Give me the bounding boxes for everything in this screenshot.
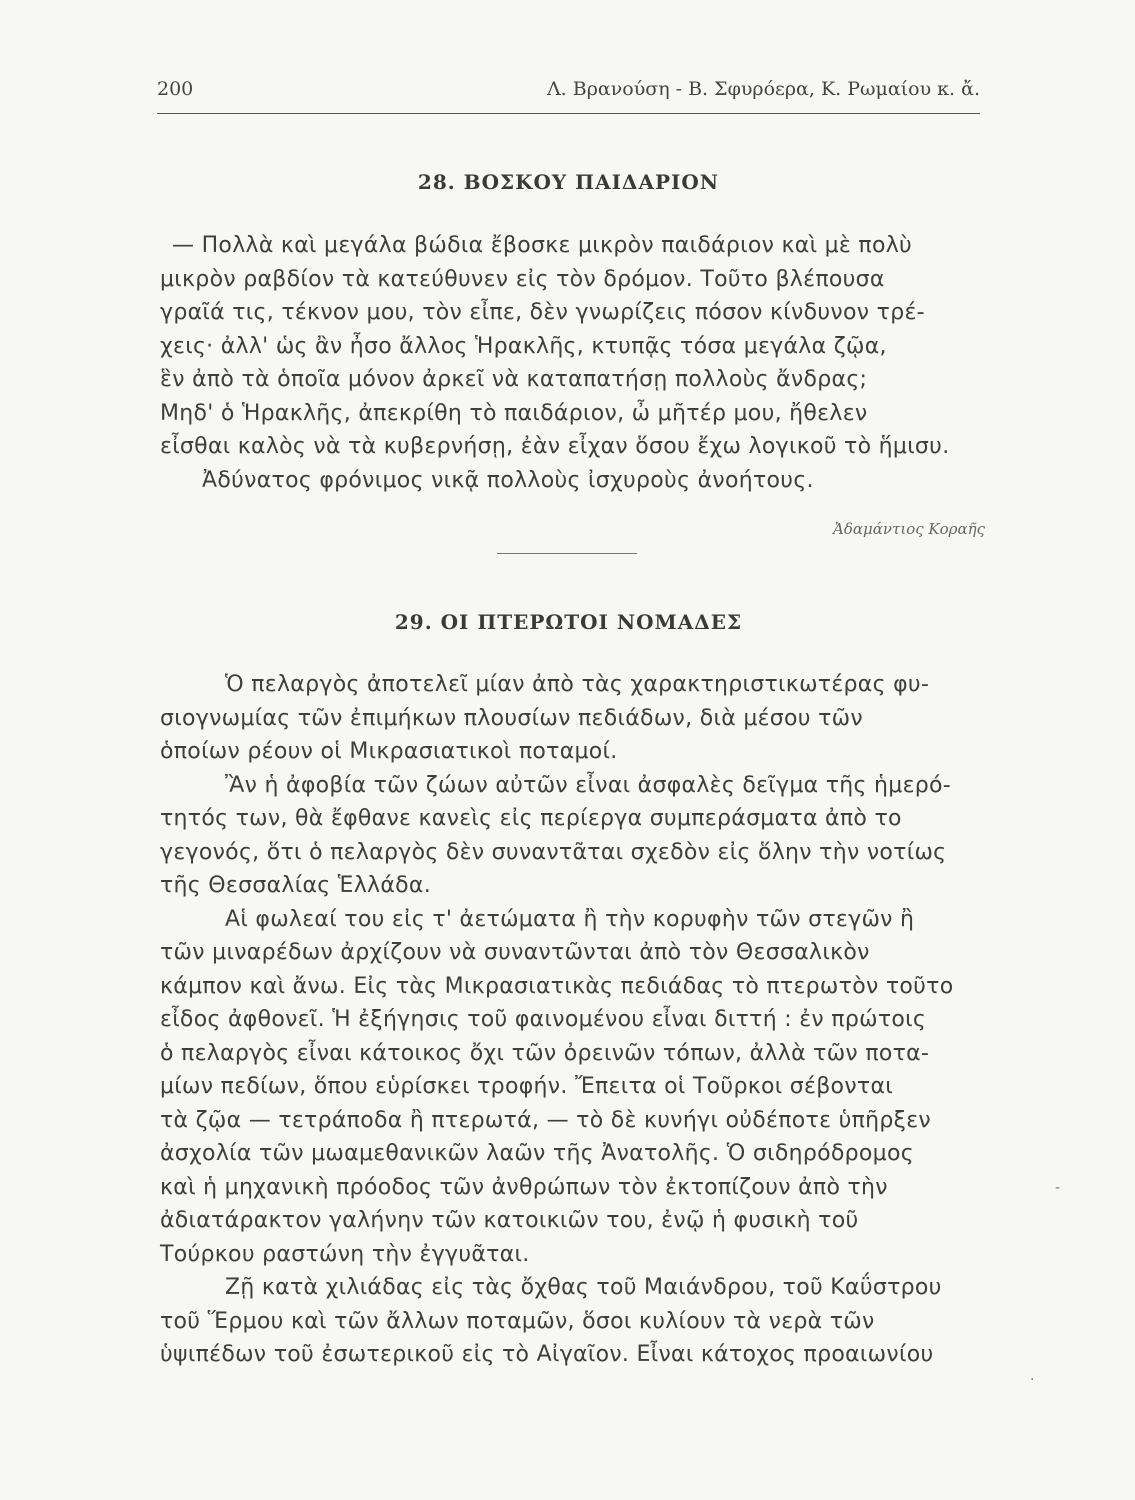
text-line: τῆς Θεσσαλίας Ἑλλάδα.: [160, 873, 431, 898]
text-line: ὁ πελαργὸς εἶναι κάτοικος ὄχι τῶν ὀρεινῶν τόπων, ἀλλὰ τῶν ποτα-: [160, 1040, 930, 1066]
text-line: Ἀδύνατος φρόνιμος νικᾷ πολλοὺς ἰσχυροὺς ἀνοήτους.: [202, 467, 814, 493]
text-line: γραῖά τις, τέκνον μου, τὸν εἶπε, δὲν γνωρίζεις πόσον κίνδυνον τρέ-: [160, 300, 925, 325]
text-line: Ὁ πελαργὸς ἀποτελεῖ μίαν ἀπὸ τὰς χαρακτηριστικωτέρας φυ-: [225, 672, 930, 697]
header-rule: [157, 113, 980, 114]
text-line: ὁποίων ρέουν οἱ Μικρασιατικοὶ ποταμοί.: [160, 739, 618, 764]
section-28-title: 28. ΒΟΣΚΟΥ ΠΑΙΔΑΡΙΟΝ: [417, 170, 720, 194]
section-divider: [497, 553, 637, 554]
text-line: Αἱ φωλεαί του εἰς τ' ἀετώματα ἢ τὴν κορυφὴν τῶν στεγῶν ἢ: [225, 906, 915, 932]
text-line: τοῦ Ἕρμου καὶ τῶν ἄλλων ποταμῶν, ὅσοι κυλίουν τὰ νερὰ τῶν: [160, 1308, 875, 1334]
section-29-text: [160, 668, 990, 1372]
section-28-text: [160, 229, 990, 497]
text-line: Ζῇ κατὰ χιλιάδας εἰς τὰς ὄχθας τοῦ Μαιάνδρου, τοῦ Καΰστρου: [225, 1275, 942, 1300]
section-29-title: 29. ΟΙ ΠΤΕΡΩΤΟΙ ΝΟΜΑΔΕΣ: [394, 610, 743, 634]
text-line: κάμπον καὶ ἄνω. Εἰς τὰς Μικρασιατικὰς πεδιάδας τὸ πτερωτὸν τοῦτο: [160, 973, 954, 999]
text-line: μίων πεδίων, ὅπου εὑρίσκει τροφήν. Ἔπειτα οἱ Τοῦρκοι σέβονται: [160, 1074, 893, 1099]
text-line: εἶσθαι καλὸς νὰ τὰ κυβερνήσῃ, ἐὰν εἶχαν ὅσου ἔχω λογικοῦ τὸ ἥμισυ.: [160, 434, 950, 459]
text-line: γεγονός, ὅτι ὁ πελαργὸς δὲν συναντᾶται σχεδὸν εἰς ὅλην τὴν νοτίως: [160, 839, 947, 865]
text-line: ἓν ἀπὸ τὰ ὁποῖα μόνον ἀρκεῖ νὰ καταπατήσῃ πολλοὺς ἄνδρας;: [160, 367, 868, 392]
margin-mark: -: [1055, 1180, 1061, 1196]
running-head: [157, 78, 980, 100]
text-line: χεις· ἀλλ' ὡς ἂν ἦσο ἄλλος Ἡρακλῆς, κτυπᾷς τόσα μεγάλα ζῷα,: [160, 333, 887, 359]
text-line: ἀδιατάρακτον γαλήνην τῶν κατοικιῶν του, ἐνῷ ἡ φυσικὴ τοῦ: [160, 1208, 859, 1233]
text-line: Τούρκου ραστώνη τὴν ἐγγυᾶται.: [160, 1241, 530, 1267]
text-line: εἶδος ἀφθονεῖ. Ἡ ἐξήγησις τοῦ φαινομένου εἶναι διττή : ἐν πρώτοις: [160, 1007, 927, 1032]
text-line: τητός των, θὰ ἔφθανε κανεὶς εἰς περίεργα συμπεράσματα ἀπὸ το: [160, 806, 902, 831]
text-line: τὰ ζῷα — τετράποδα ἢ πτερωτά, — τὸ δὲ κυνήγι οὐδέποτε ὑπῆρξεν: [160, 1107, 931, 1133]
text-line: μικρὸν ραβδίον τὰ κατεύθυνεν εἰς τὸν δρόμον. Τοῦτο βλέπουσα: [160, 266, 885, 292]
text-line: — Πολλὰ καὶ μεγάλα βώδια ἔβοσκε μικρὸν παιδάριον καὶ μὲ πολὺ: [172, 233, 913, 258]
text-line: καὶ ἡ μηχανικὴ πρόοδος τῶν ἀνθρώπων τὸν ἐκτοπίζουν ἀπὸ τὴν: [160, 1174, 888, 1200]
text-line: ἀσχολία τῶν μωαμεθανικῶν λαῶν τῆς Ἀνατολῆς. Ὁ σιδηρόδρομος: [160, 1141, 914, 1166]
text-line: σιογνωμίας τῶν ἐπιμήκων πλουσίων πεδιάδων, διὰ μέσου τῶν: [160, 705, 863, 731]
text-line: τῶν μιναρέδων ἀρχίζουν νὰ συναντῶνται ἀπὸ τὸν Θεσσαλικὸν: [160, 940, 870, 965]
text-line: Μηδ' ὁ Ἡρακλῆς, ἀπεκρίθη τὸ παιδάριον, ὦ μῆτέρ μου, ἤθελεν: [160, 400, 868, 426]
signature: Ἀδαμάντιος Κοραῆς: [833, 520, 985, 538]
running-title: Λ. Βρανούση - Β. Σφυρόερα, Κ. Ρωμαίου κ. ἄ.: [546, 78, 980, 100]
page-number: 200: [157, 78, 194, 100]
text-line: ὑψιπέδων τοῦ ἐσωτερικοῦ εἰς τὸ Αἰγαῖον. Εἶναι κάτοχος προαιωνίου: [160, 1342, 934, 1367]
text-line: Ἂν ἡ ἀφοβία τῶν ζώων αὐτῶν εἶναι ἀσφαλὲς δεῖγμα τῆς ἡμερό-: [225, 772, 952, 798]
margin-mark: ·: [1030, 1372, 1035, 1388]
